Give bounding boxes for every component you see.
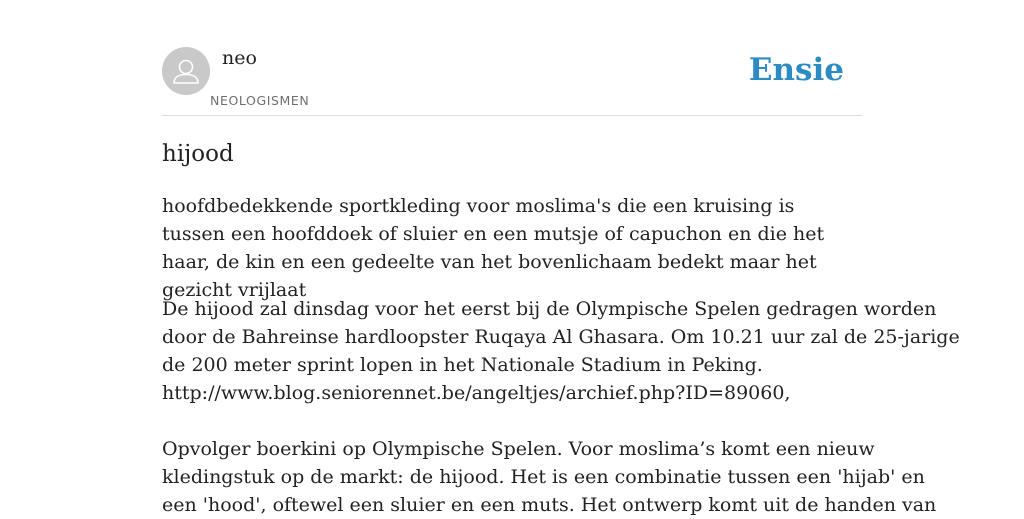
example-source-line: http://www.blog.seniorennet.be/angeltjes/archief.php?ID=89060,	[162, 382, 791, 404]
user-silhouette-icon	[162, 47, 210, 95]
example-line: De hijood zal dinsdag voor het eerst bij de Olympische Spelen gedragen worden	[162, 298, 937, 320]
example-blank-line	[162, 407, 862, 435]
definition-text: hoofdbedekkende sportkleding voor moslima's die een kruising is tussen een hoofddoek of sluier en een mutsje of capuchon en die het haar, de kin en een gedeelte van het bovenlichaam bedekt maar het gezicht vrijlaat	[162, 195, 825, 301]
term-title: hijood	[162, 141, 234, 167]
category-link[interactable]: NEOLOGISMEN	[210, 93, 310, 108]
example-line: door de Bahreinse hardloopster Ruqaya Al Ghasara. Om 10.21 uur zal de 25-jarige	[162, 326, 960, 348]
example-line: kledingstuk op de markt: de hijood. Het is een combinatie tussen een 'hijab' en	[162, 466, 925, 488]
author-name[interactable]: neo	[222, 47, 257, 69]
avatar[interactable]	[162, 47, 210, 95]
example-line: de 200 meter sprint lopen in het Nationale Stadium in Peking.	[162, 354, 763, 376]
example-text	[162, 295, 960, 519]
entry-header	[162, 0, 862, 116]
example-line: een 'hood', oftewel een sluier en een muts. Het ontwerp komt uit de handen van	[162, 494, 937, 516]
brand-logo[interactable]: Ensie	[748, 52, 844, 88]
entry-page	[162, 0, 960, 516]
example-line: Opvolger boerkini op Olympische Spelen. Voor moslima’s komt een nieuw	[162, 438, 875, 460]
